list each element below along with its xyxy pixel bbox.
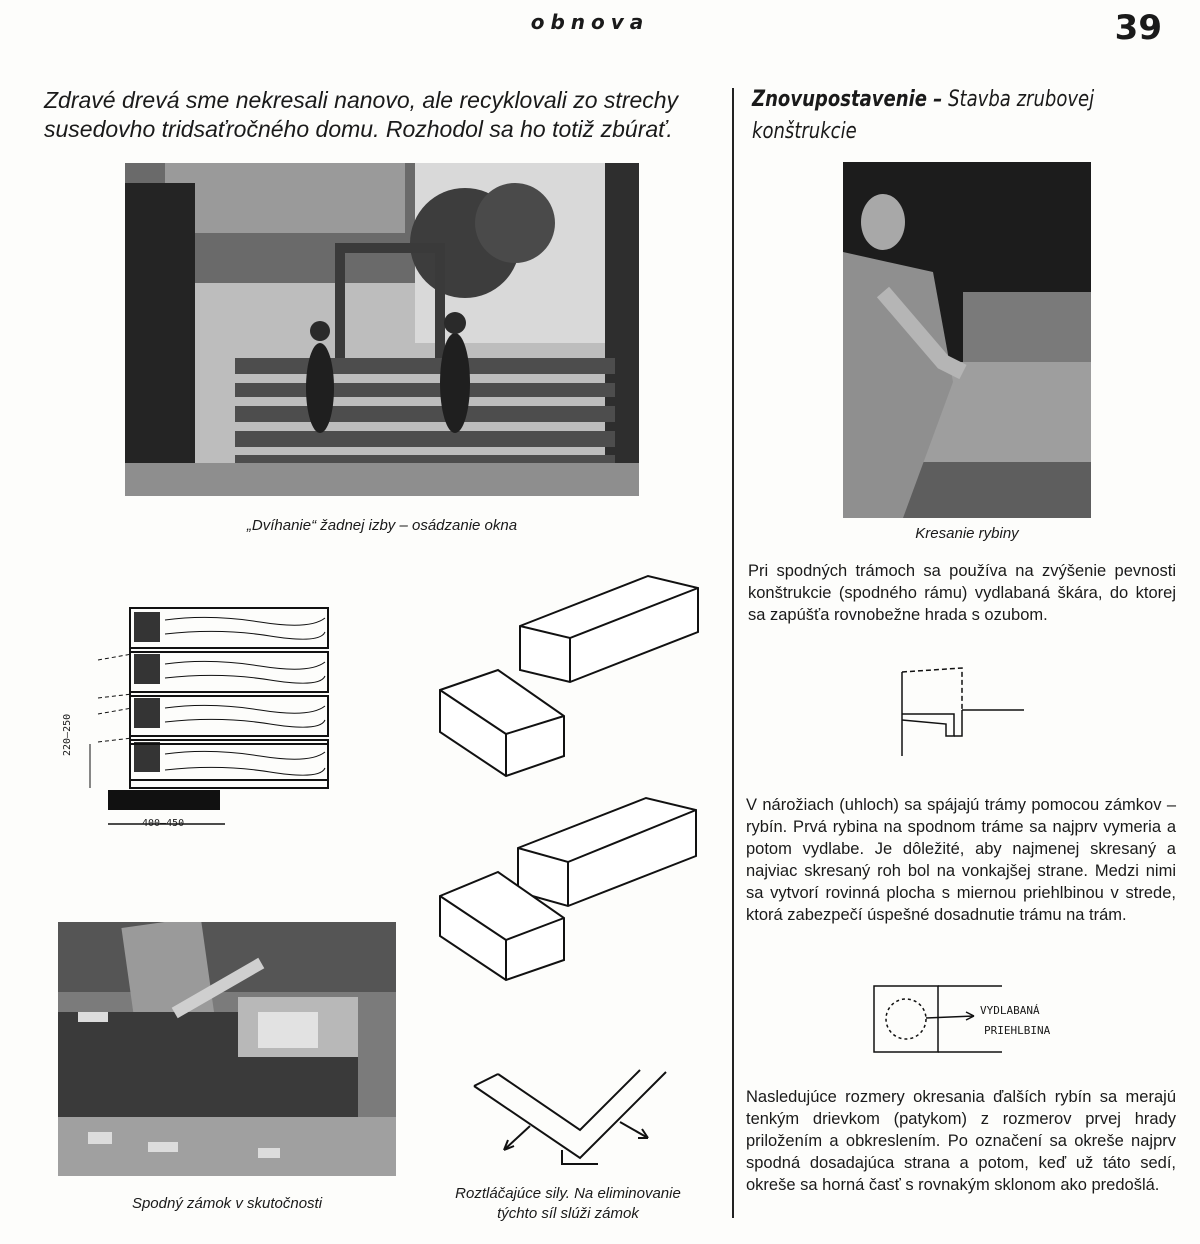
- dimension-height-label: 220–250: [62, 713, 73, 756]
- paragraph-1: Pri spodných trámoch sa používa na zvýšenie pevnosti konštrukcie (spodného rámu) vydlabaná škára, do ktorej sa zapúšťa rovnobežne hrada s ozubom.: [748, 562, 1176, 624]
- label-vydlabana: VYDLABANÁ: [980, 1004, 1040, 1017]
- caption-photo-right: Kresanie rybiny: [915, 525, 1019, 542]
- page-number: 39: [1114, 8, 1162, 48]
- paragraph-2: V nárožiach (uhloch) sa spájajú trámy pomocou zámkov – rybín. Prvá rybina na spodnom tráme sa najprv vymeria a potom vydlabe. Je dôležité, aby najmenej skresaný a najviac skresaný roh bol na vonkajšej strane. Medzi nimi sa vytvorí rovinná plocha s miernou priehlbinou v strede, ktorá zabezpečí úspešné dosadnutie trámu na trám.: [746, 796, 1176, 924]
- intro-text: Zdravé drevá sme nekresali nanovo, ale recyklovali zo strechy susedovho tridsaťročného domu. Rozhodol sa ho totiž zbúrať.: [44, 87, 679, 142]
- article-title: [752, 84, 1162, 148]
- photo-carving-dovetail: [843, 162, 1091, 518]
- drawing-dovetail-joints: [436, 566, 702, 986]
- caption-photo-top: „Dvíhanie“ žadnej izby – osádzanie okna: [246, 517, 518, 534]
- drawing-corner-forces: [470, 1066, 680, 1176]
- photo-bottom-lock: [58, 922, 396, 1176]
- section-label: obnova: [530, 10, 650, 34]
- drawing-groove-circle: [870, 980, 1070, 1060]
- paragraph-3: Nasledujúce rozmery okresania ďalších rybín sa merajú tenkým drievkom (patykom) z rozmerov prvej hrady priložením a obkreslením. Po označení sa okreše najprv spodná dosadajúca strana a potom, keď už táto sedí, okreše sa horná časť s rovnakým sklonom ako predošlá.: [746, 1088, 1176, 1194]
- photo-log-frame-window: [125, 163, 639, 496]
- drawing-groove-detail: [896, 664, 1026, 760]
- caption-drawing-corner: Roztláčajúce sily. Na eliminovanie týchto síl slúži zámok: [455, 1185, 681, 1222]
- article-title-bold: Znovupostavenie –: [752, 87, 943, 112]
- label-priehlbina: PRIEHLBINA: [984, 1024, 1051, 1037]
- dimension-width-label: 400–450: [142, 818, 185, 829]
- column-divider: [732, 88, 734, 1218]
- drawing-log-wall-section: [70, 598, 340, 838]
- article-title-rest: Stavba zrubovej konštrukcie: [752, 87, 1095, 144]
- caption-photo-bottom: Spodný zámok v skutočnosti: [131, 1195, 323, 1212]
